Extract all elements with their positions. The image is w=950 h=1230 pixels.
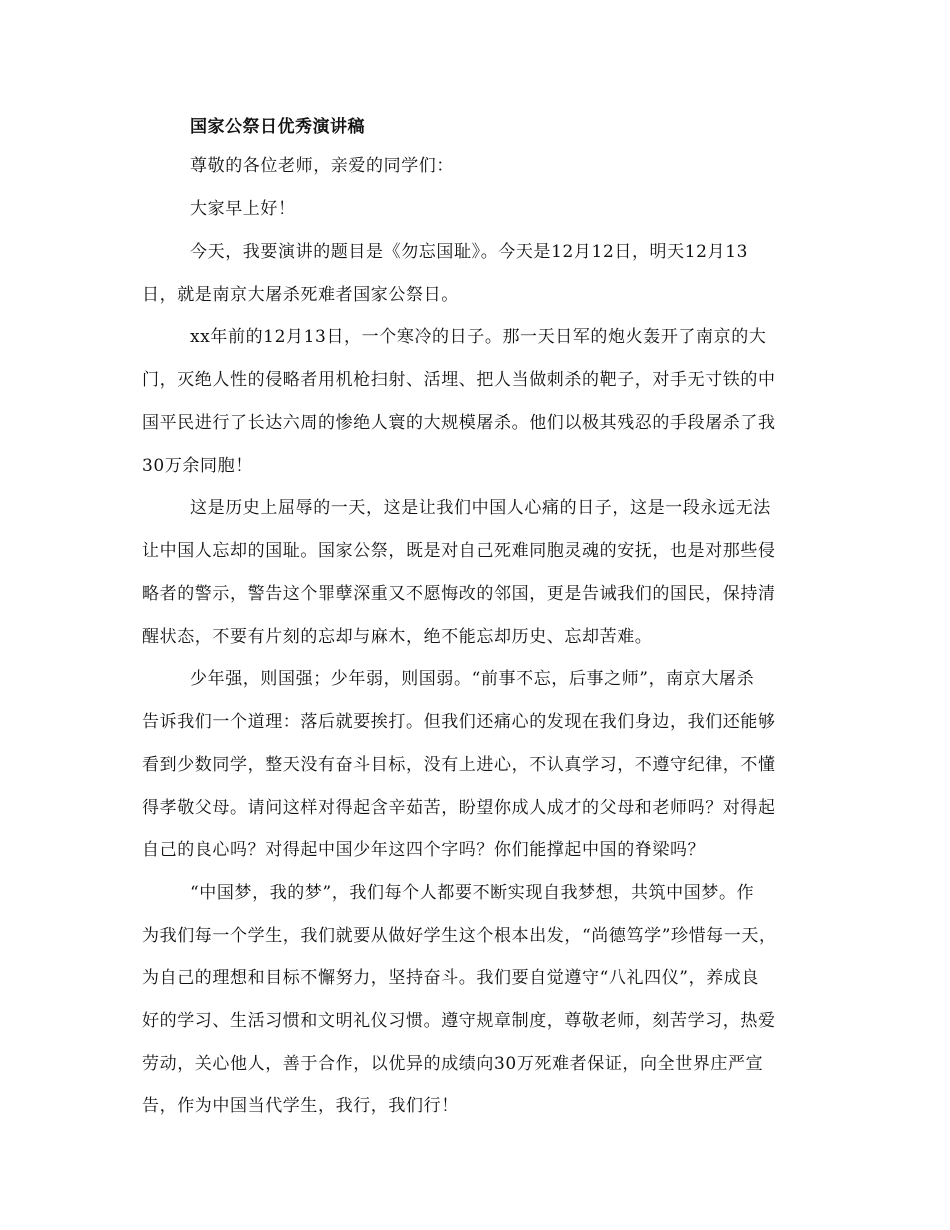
paragraph-2-line-4: 30万余同胞！ [142, 456, 253, 476]
document-title: 国家公祭日优秀演讲稿 [190, 117, 365, 137]
paragraph-4-line-2: 告诉我们一个道理：落后就要挨打。但我们还痛心的发现在我们身边，我们还能够 [142, 712, 776, 732]
paragraph-3-line-2: 让中国人忘却的国耻。国家公祭，既是对自己死难同胞灵魂的安抚，也是对那些侵 [142, 541, 776, 561]
paragraph-4-line-1: 少年强，则国强；少年弱，则国弱。“前事不忘，后事之师”，南京大屠杀 [190, 669, 755, 689]
paragraph-2-line-2: 门，灭绝人性的侵略者用机枪扫射、活埋、把人当做刺杀的靶子，对手无寸铁的中 [142, 370, 776, 390]
paragraph-4-line-3: 看到少数同学，整天没有奋斗目标，没有上进心，不认真学习，不遵守纪律，不懂 [142, 755, 776, 775]
paragraph-3-line-4: 醒状态，不要有片刻的忘却与麻木，绝不能忘却历史、忘却苦难。 [142, 627, 653, 647]
paragraph-5-line-6: 告，作为中国当代学生，我行，我们行！ [142, 1096, 459, 1116]
salutation: 尊敬的各位老师，亲爱的同学们： [190, 156, 454, 176]
paragraph-4-line-4: 得孝敬父母。请问这样对得起含辛茹苦，盼望你成人成才的父母和老师吗？对得起 [142, 798, 776, 818]
paragraph-2-line-1: xx年前的12月13日，一个寒冷的日子。那一天日军的炮火轰开了南京的大 [190, 327, 767, 347]
paragraph-5-line-5: 劳动，关心他人，善于合作，以优异的成绩向30万死难者保证，向全世界庄严宣 [142, 1054, 764, 1074]
paragraph-5-line-2: 为我们每一个学生，我们就要从做好学生这个根本出发，“尚德笃学”珍惜每一天， [142, 926, 777, 946]
paragraph-5-line-3: 为自己的理想和目标不懈努力，坚持奋斗。我们要自觉遵守“八礼四仪”，养成良 [142, 968, 759, 988]
paragraph-1-line-1: 今天，我要演讲的题目是《勿忘国耻》。今天是12月12日，明天12月13 [190, 242, 749, 262]
paragraph-5-line-1: “中国梦，我的梦”，我们每个人都要不断实现自我梦想，共筑中国梦。作 [190, 883, 755, 903]
greeting: 大家早上好！ [190, 199, 296, 219]
paragraph-1-line-2: 日，就是南京大屠杀死难者国家公祭日。 [142, 285, 459, 305]
paragraph-3-line-3: 略者的警示，警告这个罪孽深重又不愿悔改的邻国，更是告诫我们的国民，保持清 [142, 584, 776, 604]
paragraph-5-line-4: 好的学习、生活习惯和文明礼仪习惯。遵守规章制度，尊敬老师，刻苦学习，热爱 [142, 1011, 776, 1031]
paragraph-3-line-1: 这是历史上屈辱的一天，这是让我们中国人心痛的日子，这是一段永远无法 [190, 498, 771, 518]
paragraph-2-line-3: 国平民进行了长达六周的惨绝人寰的大规模屠杀。他们以极其残忍的手段屠杀了我 [142, 413, 776, 433]
paragraph-4-line-5: 自己的良心吗？对得起中国少年这四个字吗？你们能撑起中国的脊梁吗？ [142, 840, 706, 860]
